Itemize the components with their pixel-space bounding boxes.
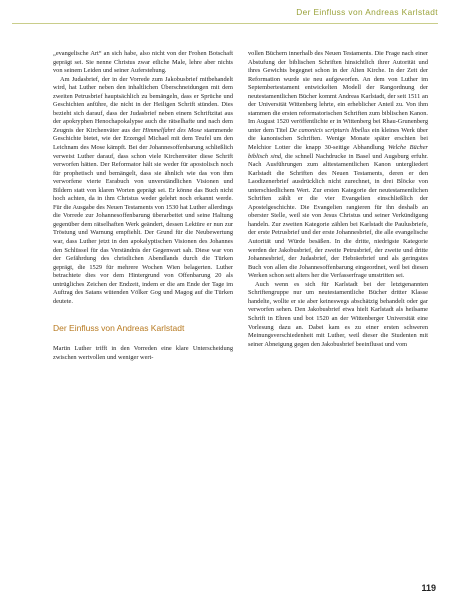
paragraph xyxy=(53,76,233,307)
text-run: die schnell Nachdrucke in Basel und Augsburg erfuhr. Nach Ausführungen zum alttestamentlichen Kanon untergliedert Karlstadt die Schriften des Neuen Testaments, deren er den Laodizenerbrief ausdrücklich nicht zurechnet, in drei Blöcke von unterschiedlichem Wert. Zur ersten Kategorie der neutestamentlichen Schriften zählt er die vier Evangelien einschließlich der Apostelgeschichte. Die Evangelien rangieren für ihn deshalb an oberster Stelle, weil sie von Jesus Christus und seiner Verkündigung handeln. Zur zweiten Kategorie zählen bei Karlstadt die Paulusbriefe, der erste Petrusbrief und der erste Johannesbrief, die alle evangelische Autorität und Würde besäßen. In die dritte, niedrigste Kategorie werden der Jakobusbrief, der zweite Petrusbrief, der zweite und dritte Johannesbrief, der Judasbrief, der Hebräerbrief und als geringstes Buch von allen die Johannesoffenbarung eingeordnet, weil bei diesen Werken schon seit alters her die Verfasserfrage umstritten sei. xyxy=(248,152,428,280)
paragraph: Martin Luther trifft in den Vorreden eine klare Unterscheidung zwischen wertvollen und weniger wert- xyxy=(53,344,233,361)
left-column xyxy=(53,50,233,362)
section-heading: Der Einfluss von Andreas Karlstadt xyxy=(53,323,185,334)
paragraph: Auch wenn es sich für Karlstadt bei der letztgenannten Schriftengruppe nur um neutestamentliche Bücher dritter Klasse handelte, wollte er sie aber keineswegs abschätzig behandelt oder gar verworfen sehen. Den Jakobusbrief etwa hielt Karlstadt als heilsame Schrift in Ehren und bot 1520 an der Wittenberger Universität eine Vorlesung dazu an. Dabei kam es zu einer ersten schweren Meinungsverschiedenheit mit Luther, weil dieser die Studenten mit seiner Abneigung gegen den Jakobusbrief beeinflusst und vom xyxy=(248,280,428,348)
text-run: vollen Büchern innerhalb des Neuen Testaments. Die Frage nach einer Abstufung der biblischen Schriften hinsichtlich ihrer Autorität und ihres Gewichts begegnet schon in der Alten Kirche. In der Zeit der Reformation wurde sie neu aufgeworfen. An dem von Luther im Septembertestament entwickelten Modell der Rangordnung der neutestamentlichen Bücher kommt Andreas Karlstadt, der seit 1511 an der Universität Wittenberg lehrte, ein erheblicher Anteil zu. Von ihm stammen die ersten reformatorischen Schriften zum biblischen Kanon. Im August 1520 veröffentlichte er in Wittenberg bei Rhau-Grunenberg unter dem Titel xyxy=(248,50,428,134)
running-head: Der Einfluss von Andreas Karlstadt xyxy=(296,7,438,17)
book-title-italic: De canonicis scripturis libellus xyxy=(289,126,370,134)
text-run: Am Judasbrief, der in der Vorrede zum Jakobusbrief mitbehandelt wird, hat Luther neben den inhaltlichen Überschneidungen mit dem zweiten Petrusbrief hauptsächlich zu bemängeln, dass er Sprüche und Geschichten anführe, die nicht in der Heiligen Schrift stünden. Dies bezieht sich darauf, dass der Judasbrief neben einem Schriftzitat aus der apokryphen Henochapokalypse auch die rätselhafte und nach dem Zeugnis der Kirchenväter aus der xyxy=(53,75,233,134)
book-title-italic: Welche Bücher biblisch sind, xyxy=(248,144,428,160)
page-number: 119 xyxy=(421,583,436,593)
text-run: ein kleines Werk über die kanonischen Schriften. Wenige Monate später erschien bei Melchior Lotter die knapp 30-seitige Abhandlung xyxy=(248,126,428,152)
paragraph xyxy=(248,50,428,281)
book-title-italic: Himmelfahrt des Mose xyxy=(142,126,202,134)
text-run: stammende Geschichte bietet, wie der Erzengel Michael mit dem Teufel um den Leichnam des Mose kämpft. Bei der Johannesoffenbarung schließlich verweist Luther darauf, dass schon viele Kirchenväter diese Schrift verworfen hätten. Der Reformator hält sie weder für apostolisch noch für prophetisch und bemängelt, dass sie ähnlich wie das von ihm verworfene vierte Esrabuch von unverständlichen Visionen und Bildern statt von klaren Worten geprägt sei. Er könne das Buch nicht hoch achten, da in ihm Christus weder gelehrt noch erkannt werde. Für die Ausgabe des Neuen Testaments von 1530 hat Luther allerdings die Vorrede zur Johannesoffenbarung überarbeitet und seine Haltung gegenüber dem rätselhaften Werk geändert, dessen Lektüre er nun zur Tröstung und Warnung empfiehlt. Der Grund für die Neubewertung war, dass Luther jetzt in den apokalyptischen Visionen des Johannes den Schlüssel für das Verständnis der Gegenwart sah. Diese war von der Gefährdung des christlichen Abendlands durch die Türken geprägt, die 1529 für mehrere Wochen Wien belagerten. Luther betrachtete dies vor dem Hintergrund von Offenbarung 20 als untrügliches Zeichen der Endzeit, indem er die am Ende der Tage im Auftrag des Satans wütenden Völker Gog und Magog auf die Türken deutete. xyxy=(53,126,233,305)
paragraph: „evangelische Art“ an sich habe, also nicht von der Frohen Botschaft geprägt sei. Sie nenne Christus zwar etliche Male, lehre aber nichts von seinem Leiden und seiner Auferstehung. xyxy=(53,50,233,75)
right-column xyxy=(248,50,428,349)
header-rule xyxy=(12,23,438,24)
